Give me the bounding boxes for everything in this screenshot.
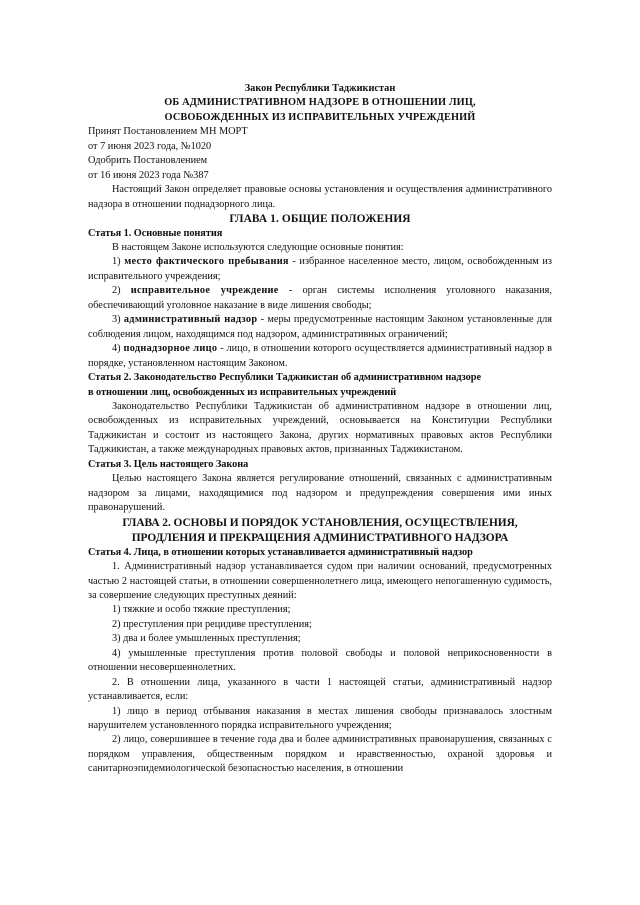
chapter-2-heading-line-2: ПРОДЛЕНИЯ И ПРЕКРАЩЕНИЯ АДМИНИСТРАТИВНОГО НАДЗОРА — [131, 531, 509, 544]
article-3-body: Целью настоящего Закона является регулирование отношений, связанных с административным надзором за лицами, находящимися под надзором и предупреждения совершения ими иных правонарушений. — [88, 473, 552, 514]
definition-1-body: - избранное населенное место, лицом, освобожденным из исправительного учреждения; — [88, 256, 552, 282]
definition-4-term: поднадзорное лицо — [123, 343, 218, 355]
article-2-heading-line-1: Статья 2. Законодательство Республики Таджикистан об административном надзоре — [88, 372, 481, 384]
article-4-part-1-item-2: 2) преступления при рецидиве преступления; — [112, 618, 312, 630]
definition-item-1 — [88, 255, 552, 284]
document-title-main-line-2: ОСВОБОЖДЕННЫХ ИЗ ИСПРАВИТЕЛЬНЫХ УЧРЕЖДЕНИЙ — [164, 111, 476, 123]
chapter-2-heading-line-1: ГЛАВА 2. ОСНОВЫ И ПОРЯДОК УСТАНОВЛЕНИЯ, ОСУЩЕСТВЛЕНИЯ, — [122, 516, 518, 529]
chapter-1-heading: ГЛАВА 1. ОБЩИЕ ПОЛОЖЕНИЯ — [229, 213, 411, 226]
definition-1-number: 1) — [112, 256, 121, 268]
article-4-part-1-item-4: 4) умышленные преступления против половой свободы и половой неприкосновенности в отношении несовершеннолетних. — [88, 647, 552, 674]
article-2-body: Законодательство Республики Таджикистан об административном надзоре в отношении лиц, освобожденных из исправительных учреждений, основывается на Конституции Республики Таджикистан и состоит из настоящего Закона, других нормативных правовых актов Республики Таджикистан, а также международных правовых актов, признанных Таджикистаном. — [88, 400, 552, 456]
definition-3-number: 3) — [112, 314, 121, 326]
article-2-heading-line-2: в отношении лиц, освобожденных из исправительных учреждений — [88, 386, 397, 398]
definition-item-2 — [88, 284, 552, 313]
definition-3-term: административный надзор — [123, 314, 258, 326]
article-1-intro: В настоящем Законе используются следующие основные понятия: — [112, 241, 404, 253]
adoption-accepted-by: Принят Постановлением МН МОРТ — [88, 126, 248, 138]
definition-3-body: - меры предусмотренные настоящим Законом установленные для соблюдения лицом, находящимся под надзором, административных ограничений; — [88, 314, 552, 340]
article-4-part-1: 1. Административный надзор устанавливается судом при наличии оснований, предусмотренных частью 2 настоящей статьи, в отношении совершеннолетнего лица, имеющего непогашенную судимость, за совершение следующих преступных деяний: — [88, 561, 552, 601]
article-4-part-2-item-1: 1) лицо в период отбывания наказания в местах лишения свободы признавалось злостным нарушителем установленного порядка исправительного учреждения; — [88, 705, 552, 732]
article-1-heading: Статья 1. Основные понятия — [88, 227, 223, 239]
article-4-part-1-item-3: 3) два и более умышленных преступления; — [112, 633, 301, 645]
definition-2-term: исправительное учреждение — [130, 285, 279, 297]
definition-item-4 — [88, 342, 552, 371]
article-4-part-1-item-1: 1) тяжкие и особо тяжкие преступления; — [112, 604, 291, 616]
article-4-part-2-item-2: 2) лицо, совершившее в течение года два и более административных правонарушения, связанных с порядком управления, общественным порядком и нравственностью, охраной здоровья и санитарноэпидемиологической безопасностью населения, в отношении — [88, 734, 552, 775]
adoption-approved-by: Одобрить Постановлением — [88, 155, 208, 167]
adoption-accepted-date: от 7 июня 2023 года, №1020 — [88, 140, 212, 152]
definition-2-number: 2) — [112, 285, 121, 297]
document-body — [88, 82, 552, 777]
definition-4-body: - лицо, в отношении которого осуществляется административный надзор в порядке, установленном настоящим Законом. — [88, 343, 553, 369]
document-title-line: Закон Республики Таджикистан — [244, 83, 396, 94]
article-4-heading: Статья 4. Лица, в отношении которых устанавливается административный надзор — [88, 546, 473, 558]
definition-1-term: место фактического пребывания — [124, 256, 289, 268]
preamble-paragraph: Настоящий Закон определяет правовые основы установления и осуществления административного надзора в отношении поднадзорного лица. — [88, 184, 552, 210]
definition-2-body: - орган системы исполнения уголовного наказания, обеспечивающий уголовное наказание в виде лишения свободы; — [88, 285, 552, 311]
definition-4-number: 4) — [112, 343, 121, 355]
document-title-main-line-1: ОБ АДМИНИСТРАТИВНОМ НАДЗОРЕ В ОТНОШЕНИИ ЛИЦ, — [164, 97, 476, 109]
article-3-heading: Статья 3. Цель настоящего Закона — [88, 458, 249, 470]
definition-item-3 — [88, 313, 552, 342]
article-4-part-2: 2. В отношении лица, указанного в части 1 настоящей статьи, административный надзор устанавливается, если: — [88, 676, 552, 703]
adoption-approved-date: от 16 июня 2023 года №387 — [88, 169, 209, 181]
